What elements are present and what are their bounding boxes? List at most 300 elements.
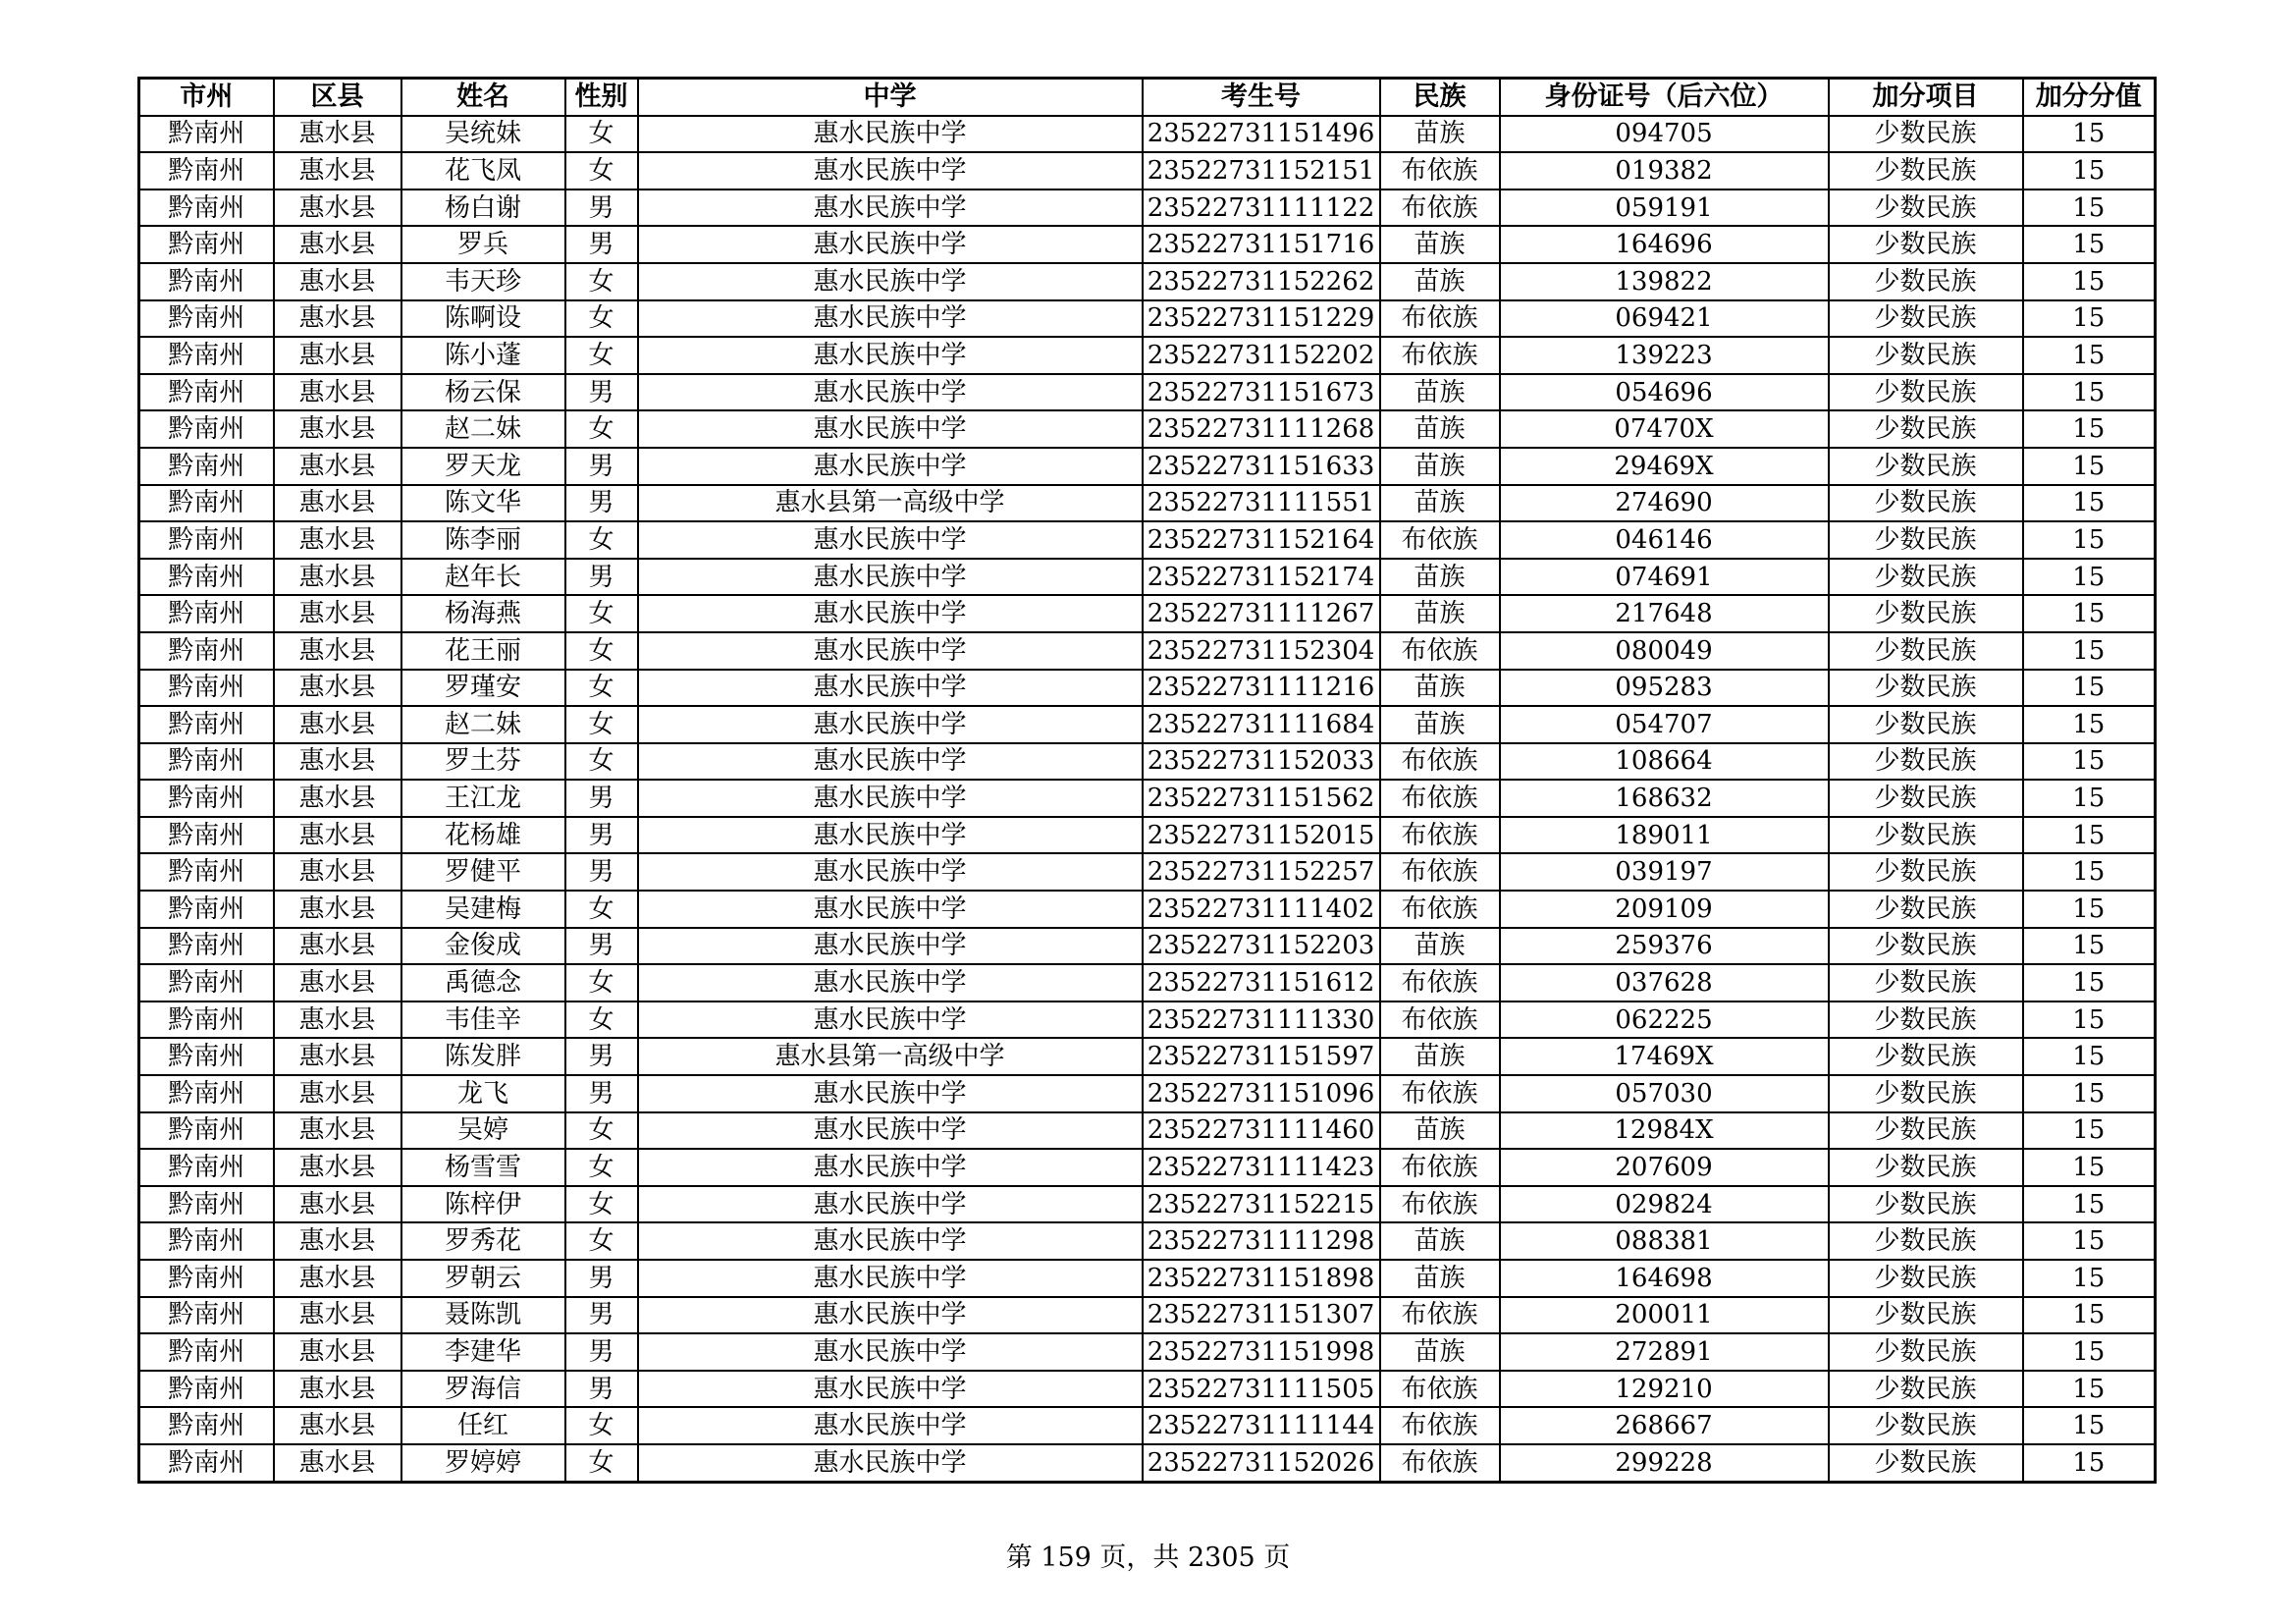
table-row [139, 410, 2156, 448]
cell-city: 黔南州 [139, 521, 274, 559]
cell-county: 惠水县 [274, 1186, 401, 1223]
cell-city: 黔南州 [139, 337, 274, 374]
cell-id-suffix: 274690 [1500, 485, 1829, 522]
cell-city: 黔南州 [139, 928, 274, 965]
cell-bonus-value: 15 [2023, 928, 2156, 965]
cell-exam-number: 23522731152174 [1143, 559, 1380, 596]
cell-bonus-value: 15 [2023, 1444, 2156, 1482]
cell-ethnicity: 苗族 [1380, 928, 1500, 965]
cell-county: 惠水县 [274, 891, 401, 928]
cell-exam-number: 23522731151229 [1143, 300, 1380, 338]
table-body [139, 116, 2156, 1482]
cell-name: 赵二妹 [401, 706, 565, 743]
cell-school: 惠水民族中学 [638, 1222, 1143, 1260]
cell-name: 罗土芬 [401, 743, 565, 781]
cell-name: 陈小蓬 [401, 337, 565, 374]
cell-bonus-item: 少数民族 [1829, 817, 2023, 854]
cell-bonus-item: 少数民族 [1829, 152, 2023, 189]
cell-city: 黔南州 [139, 263, 274, 300]
cell-exam-number: 23522731151716 [1143, 226, 1380, 263]
cell-bonus-item: 少数民族 [1829, 521, 2023, 559]
table-row [139, 226, 2156, 263]
cell-city: 黔南州 [139, 891, 274, 928]
cell-gender: 男 [565, 1075, 638, 1112]
cell-county: 惠水县 [274, 1444, 401, 1482]
cell-county: 惠水县 [274, 1297, 401, 1334]
cell-exam-number: 23522731152215 [1143, 1186, 1380, 1223]
cell-bonus-value: 15 [2023, 189, 2156, 227]
cell-gender: 女 [565, 1444, 638, 1482]
cell-bonus-item: 少数民族 [1829, 559, 2023, 596]
cell-name: 花王丽 [401, 632, 565, 670]
cell-id-suffix: 029824 [1500, 1186, 1829, 1223]
cell-gender: 男 [565, 1371, 638, 1408]
cell-id-suffix: 164696 [1500, 226, 1829, 263]
table-row [139, 1001, 2156, 1039]
table-row [139, 1297, 2156, 1334]
cell-gender: 男 [565, 485, 638, 522]
cell-id-suffix: 168632 [1500, 780, 1829, 817]
cell-school: 惠水民族中学 [638, 1371, 1143, 1408]
cell-city: 黔南州 [139, 1222, 274, 1260]
cell-name: 杨海燕 [401, 595, 565, 632]
cell-school: 惠水民族中学 [638, 632, 1143, 670]
cell-bonus-value: 15 [2023, 263, 2156, 300]
cell-ethnicity: 苗族 [1380, 559, 1500, 596]
cell-county: 惠水县 [274, 152, 401, 189]
cell-city: 黔南州 [139, 632, 274, 670]
table-row [139, 1075, 2156, 1112]
cell-id-suffix: 07470X [1500, 410, 1829, 448]
cell-bonus-item: 少数民族 [1829, 263, 2023, 300]
cell-name: 陈啊设 [401, 300, 565, 338]
cell-county: 惠水县 [274, 595, 401, 632]
table-row [139, 1371, 2156, 1408]
cell-school: 惠水民族中学 [638, 928, 1143, 965]
cell-ethnicity: 苗族 [1380, 670, 1500, 707]
cell-gender: 男 [565, 780, 638, 817]
cell-gender: 男 [565, 853, 638, 891]
cell-school: 惠水县第一高级中学 [638, 1038, 1143, 1075]
cell-bonus-value: 15 [2023, 1112, 2156, 1150]
cell-exam-number: 23522731151898 [1143, 1260, 1380, 1297]
cell-school: 惠水民族中学 [638, 300, 1143, 338]
cell-school: 惠水民族中学 [638, 116, 1143, 153]
cell-county: 惠水县 [274, 928, 401, 965]
cell-id-suffix: 062225 [1500, 1001, 1829, 1039]
table-row [139, 1407, 2156, 1444]
cell-bonus-item: 少数民族 [1829, 706, 2023, 743]
cell-bonus-item: 少数民族 [1829, 1075, 2023, 1112]
cell-name: 罗海信 [401, 1371, 565, 1408]
table-row [139, 595, 2156, 632]
cell-city: 黔南州 [139, 817, 274, 854]
cell-school: 惠水民族中学 [638, 780, 1143, 817]
cell-bonus-item: 少数民族 [1829, 595, 2023, 632]
cell-ethnicity: 苗族 [1380, 1038, 1500, 1075]
cell-id-suffix: 088381 [1500, 1222, 1829, 1260]
cell-name: 龙飞 [401, 1075, 565, 1112]
table-row [139, 632, 2156, 670]
cell-gender: 男 [565, 1297, 638, 1334]
cell-county: 惠水县 [274, 374, 401, 411]
cell-city: 黔南州 [139, 1444, 274, 1482]
cell-city: 黔南州 [139, 1038, 274, 1075]
table-row [139, 189, 2156, 227]
cell-bonus-item: 少数民族 [1829, 964, 2023, 1001]
table-row [139, 152, 2156, 189]
cell-exam-number: 23522731152262 [1143, 263, 1380, 300]
cell-gender: 女 [565, 410, 638, 448]
cell-county: 惠水县 [274, 632, 401, 670]
cell-bonus-item: 少数民族 [1829, 410, 2023, 448]
cell-ethnicity: 苗族 [1380, 1112, 1500, 1150]
cell-name: 花杨雄 [401, 817, 565, 854]
cell-exam-number: 23522731151597 [1143, 1038, 1380, 1075]
cell-id-suffix: 054696 [1500, 374, 1829, 411]
cell-bonus-value: 15 [2023, 374, 2156, 411]
cell-county: 惠水县 [274, 743, 401, 781]
cell-bonus-item: 少数民族 [1829, 226, 2023, 263]
cell-school: 惠水民族中学 [638, 1112, 1143, 1150]
table-row [139, 928, 2156, 965]
cell-bonus-item: 少数民族 [1829, 485, 2023, 522]
cell-name: 杨白谢 [401, 189, 565, 227]
cell-exam-number: 23522731151307 [1143, 1297, 1380, 1334]
cell-ethnicity: 布依族 [1380, 189, 1500, 227]
cell-bonus-item: 少数民族 [1829, 1260, 2023, 1297]
cell-bonus-value: 15 [2023, 964, 2156, 1001]
cell-school: 惠水民族中学 [638, 1444, 1143, 1482]
cell-bonus-item: 少数民族 [1829, 448, 2023, 485]
cell-gender: 女 [565, 337, 638, 374]
cell-id-suffix: 080049 [1500, 632, 1829, 670]
cell-school: 惠水民族中学 [638, 448, 1143, 485]
cell-exam-number: 23522731152304 [1143, 632, 1380, 670]
table-row [139, 485, 2156, 522]
cell-id-suffix: 094705 [1500, 116, 1829, 153]
cell-name: 吴建梅 [401, 891, 565, 928]
cell-county: 惠水县 [274, 1333, 401, 1371]
cell-county: 惠水县 [274, 1371, 401, 1408]
cell-bonus-item: 少数民族 [1829, 1407, 2023, 1444]
cell-city: 黔南州 [139, 853, 274, 891]
cell-gender: 男 [565, 559, 638, 596]
cell-city: 黔南州 [139, 1186, 274, 1223]
cell-county: 惠水县 [274, 1112, 401, 1150]
cell-city: 黔南州 [139, 743, 274, 781]
cell-city: 黔南州 [139, 670, 274, 707]
cell-name: 罗兵 [401, 226, 565, 263]
table-row [139, 706, 2156, 743]
cell-school: 惠水民族中学 [638, 1333, 1143, 1371]
cell-gender: 女 [565, 670, 638, 707]
cell-gender: 女 [565, 152, 638, 189]
cell-county: 惠水县 [274, 1260, 401, 1297]
cell-school: 惠水民族中学 [638, 263, 1143, 300]
cell-bonus-value: 15 [2023, 1333, 2156, 1371]
cell-bonus-value: 15 [2023, 743, 2156, 781]
header-gender: 性别 [565, 79, 638, 116]
cell-bonus-item: 少数民族 [1829, 189, 2023, 227]
table-row [139, 1260, 2156, 1297]
cell-county: 惠水县 [274, 853, 401, 891]
cell-gender: 男 [565, 374, 638, 411]
cell-county: 惠水县 [274, 780, 401, 817]
cell-exam-number: 23522731111216 [1143, 670, 1380, 707]
cell-name: 花飞凤 [401, 152, 565, 189]
cell-bonus-item: 少数民族 [1829, 1186, 2023, 1223]
cell-bonus-value: 15 [2023, 152, 2156, 189]
cell-exam-number: 23522731152257 [1143, 853, 1380, 891]
cell-gender: 女 [565, 1222, 638, 1260]
cell-gender: 女 [565, 743, 638, 781]
cell-exam-number: 23522731152026 [1143, 1444, 1380, 1482]
cell-bonus-item: 少数民族 [1829, 300, 2023, 338]
cell-bonus-item: 少数民族 [1829, 1038, 2023, 1075]
table-row [139, 780, 2156, 817]
cell-id-suffix: 139223 [1500, 337, 1829, 374]
cell-id-suffix: 039197 [1500, 853, 1829, 891]
cell-gender: 女 [565, 1149, 638, 1186]
cell-city: 黔南州 [139, 1001, 274, 1039]
cell-name: 罗健平 [401, 853, 565, 891]
cell-id-suffix: 272891 [1500, 1333, 1829, 1371]
table-row [139, 521, 2156, 559]
cell-ethnicity: 布依族 [1380, 1371, 1500, 1408]
cell-id-suffix: 129210 [1500, 1371, 1829, 1408]
cell-exam-number: 23522731111268 [1143, 410, 1380, 448]
cell-city: 黔南州 [139, 116, 274, 153]
cell-bonus-value: 15 [2023, 300, 2156, 338]
cell-ethnicity: 布依族 [1380, 1444, 1500, 1482]
cell-school: 惠水民族中学 [638, 1001, 1143, 1039]
cell-gender: 男 [565, 1333, 638, 1371]
cell-bonus-value: 15 [2023, 337, 2156, 374]
cell-bonus-value: 15 [2023, 226, 2156, 263]
cell-city: 黔南州 [139, 706, 274, 743]
cell-name: 金俊成 [401, 928, 565, 965]
cell-ethnicity: 苗族 [1380, 374, 1500, 411]
cell-gender: 男 [565, 189, 638, 227]
cell-ethnicity: 布依族 [1380, 1297, 1500, 1334]
cell-bonus-item: 少数民族 [1829, 1333, 2023, 1371]
cell-bonus-item: 少数民族 [1829, 632, 2023, 670]
cell-school: 惠水民族中学 [638, 1407, 1143, 1444]
cell-name: 赵年长 [401, 559, 565, 596]
cell-gender: 男 [565, 817, 638, 854]
cell-bonus-value: 15 [2023, 1260, 2156, 1297]
cell-name: 李建华 [401, 1333, 565, 1371]
cell-bonus-value: 15 [2023, 1149, 2156, 1186]
cell-id-suffix: 299228 [1500, 1444, 1829, 1482]
header-exam-number: 考生号 [1143, 79, 1380, 116]
cell-bonus-value: 15 [2023, 670, 2156, 707]
cell-bonus-value: 15 [2023, 817, 2156, 854]
cell-exam-number: 23522731151496 [1143, 116, 1380, 153]
cell-name: 任红 [401, 1407, 565, 1444]
header-county: 区县 [274, 79, 401, 116]
cell-exam-number: 23522731152015 [1143, 817, 1380, 854]
cell-bonus-item: 少数民族 [1829, 116, 2023, 153]
cell-gender: 女 [565, 1186, 638, 1223]
cell-county: 惠水县 [274, 1149, 401, 1186]
table-header-row [139, 79, 2156, 116]
table-row [139, 374, 2156, 411]
table-row [139, 1333, 2156, 1371]
cell-bonus-value: 15 [2023, 410, 2156, 448]
cell-county: 惠水县 [274, 189, 401, 227]
cell-school: 惠水民族中学 [638, 1149, 1143, 1186]
cell-gender: 女 [565, 521, 638, 559]
cell-bonus-value: 15 [2023, 1001, 2156, 1039]
cell-name: 杨雪雪 [401, 1149, 565, 1186]
table-row [139, 300, 2156, 338]
header-name: 姓名 [401, 79, 565, 116]
cell-id-suffix: 268667 [1500, 1407, 1829, 1444]
cell-name: 罗秀花 [401, 1222, 565, 1260]
cell-id-suffix: 054707 [1500, 706, 1829, 743]
cell-name: 韦佳辛 [401, 1001, 565, 1039]
cell-name: 韦天珍 [401, 263, 565, 300]
cell-ethnicity: 布依族 [1380, 1001, 1500, 1039]
cell-exam-number: 23522731111122 [1143, 189, 1380, 227]
cell-city: 黔南州 [139, 1407, 274, 1444]
cell-exam-number: 23522731111267 [1143, 595, 1380, 632]
page-footer: 第 159 页，共 2305 页 [1005, 1543, 1291, 1573]
cell-name: 王江龙 [401, 780, 565, 817]
cell-gender: 女 [565, 116, 638, 153]
table-row [139, 1149, 2156, 1186]
cell-exam-number: 23522731151633 [1143, 448, 1380, 485]
cell-exam-number: 23522731152151 [1143, 152, 1380, 189]
cell-school: 惠水民族中学 [638, 706, 1143, 743]
cell-school: 惠水民族中学 [638, 226, 1143, 263]
cell-ethnicity: 布依族 [1380, 891, 1500, 928]
cell-exam-number: 23522731152203 [1143, 928, 1380, 965]
cell-bonus-item: 少数民族 [1829, 1149, 2023, 1186]
cell-bonus-item: 少数民族 [1829, 1112, 2023, 1150]
cell-gender: 男 [565, 226, 638, 263]
cell-county: 惠水县 [274, 300, 401, 338]
cell-id-suffix: 207609 [1500, 1149, 1829, 1186]
cell-gender: 女 [565, 263, 638, 300]
cell-id-suffix: 139822 [1500, 263, 1829, 300]
cell-school: 惠水民族中学 [638, 559, 1143, 596]
cell-id-suffix: 095283 [1500, 670, 1829, 707]
cell-ethnicity: 布依族 [1380, 817, 1500, 854]
cell-name: 聂陈凯 [401, 1297, 565, 1334]
cell-bonus-value: 15 [2023, 1222, 2156, 1260]
cell-school: 惠水民族中学 [638, 189, 1143, 227]
cell-county: 惠水县 [274, 448, 401, 485]
cell-id-suffix: 200011 [1500, 1297, 1829, 1334]
cell-id-suffix: 17469X [1500, 1038, 1829, 1075]
cell-bonus-item: 少数民族 [1829, 1371, 2023, 1408]
cell-city: 黔南州 [139, 1260, 274, 1297]
cell-exam-number: 23522731152164 [1143, 521, 1380, 559]
cell-city: 黔南州 [139, 964, 274, 1001]
cell-gender: 女 [565, 1407, 638, 1444]
cell-school: 惠水民族中学 [638, 1186, 1143, 1223]
cell-bonus-value: 15 [2023, 1371, 2156, 1408]
cell-city: 黔南州 [139, 152, 274, 189]
cell-city: 黔南州 [139, 300, 274, 338]
table-row [139, 559, 2156, 596]
cell-gender: 男 [565, 1260, 638, 1297]
cell-name: 陈李丽 [401, 521, 565, 559]
header-school: 中学 [638, 79, 1143, 116]
cell-ethnicity: 苗族 [1380, 1222, 1500, 1260]
cell-name: 陈发胖 [401, 1038, 565, 1075]
cell-county: 惠水县 [274, 410, 401, 448]
cell-exam-number: 23522731152033 [1143, 743, 1380, 781]
cell-exam-number: 23522731111551 [1143, 485, 1380, 522]
cell-county: 惠水县 [274, 1038, 401, 1075]
cell-school: 惠水民族中学 [638, 891, 1143, 928]
cell-gender: 男 [565, 928, 638, 965]
cell-id-suffix: 164698 [1500, 1260, 1829, 1297]
cell-ethnicity: 布依族 [1380, 964, 1500, 1001]
header-bonus-item: 加分项目 [1829, 79, 2023, 116]
cell-name: 禹德念 [401, 964, 565, 1001]
cell-ethnicity: 苗族 [1380, 263, 1500, 300]
cell-id-suffix: 059191 [1500, 189, 1829, 227]
cell-city: 黔南州 [139, 410, 274, 448]
cell-gender: 女 [565, 300, 638, 338]
cell-name: 吴统妹 [401, 116, 565, 153]
cell-bonus-value: 15 [2023, 891, 2156, 928]
cell-gender: 女 [565, 1112, 638, 1150]
cell-exam-number: 23522731111144 [1143, 1407, 1380, 1444]
cell-bonus-value: 15 [2023, 1186, 2156, 1223]
cell-ethnicity: 布依族 [1380, 152, 1500, 189]
cell-ethnicity: 布依族 [1380, 337, 1500, 374]
cell-school: 惠水县第一高级中学 [638, 485, 1143, 522]
cell-name: 罗瑾安 [401, 670, 565, 707]
cell-bonus-value: 15 [2023, 780, 2156, 817]
cell-county: 惠水县 [274, 964, 401, 1001]
header-bonus-value: 加分分值 [2023, 79, 2156, 116]
cell-school: 惠水民族中学 [638, 410, 1143, 448]
cell-gender: 男 [565, 1038, 638, 1075]
cell-school: 惠水民族中学 [638, 152, 1143, 189]
cell-id-suffix: 037628 [1500, 964, 1829, 1001]
cell-ethnicity: 苗族 [1380, 1260, 1500, 1297]
table-row [139, 964, 2156, 1001]
cell-bonus-item: 少数民族 [1829, 891, 2023, 928]
cell-id-suffix: 29469X [1500, 448, 1829, 485]
table-row [139, 116, 2156, 153]
cell-city: 黔南州 [139, 189, 274, 227]
cell-school: 惠水民族中学 [638, 817, 1143, 854]
cell-county: 惠水县 [274, 485, 401, 522]
cell-name: 罗婷婷 [401, 1444, 565, 1482]
cell-school: 惠水民族中学 [638, 595, 1143, 632]
cell-city: 黔南州 [139, 595, 274, 632]
cell-id-suffix: 046146 [1500, 521, 1829, 559]
cell-bonus-value: 15 [2023, 448, 2156, 485]
cell-bonus-value: 15 [2023, 632, 2156, 670]
cell-county: 惠水县 [274, 263, 401, 300]
cell-school: 惠水民族中学 [638, 964, 1143, 1001]
table-row [139, 263, 2156, 300]
cell-bonus-value: 15 [2023, 1075, 2156, 1112]
cell-county: 惠水县 [274, 337, 401, 374]
cell-bonus-item: 少数民族 [1829, 928, 2023, 965]
cell-gender: 女 [565, 595, 638, 632]
cell-ethnicity: 布依族 [1380, 300, 1500, 338]
